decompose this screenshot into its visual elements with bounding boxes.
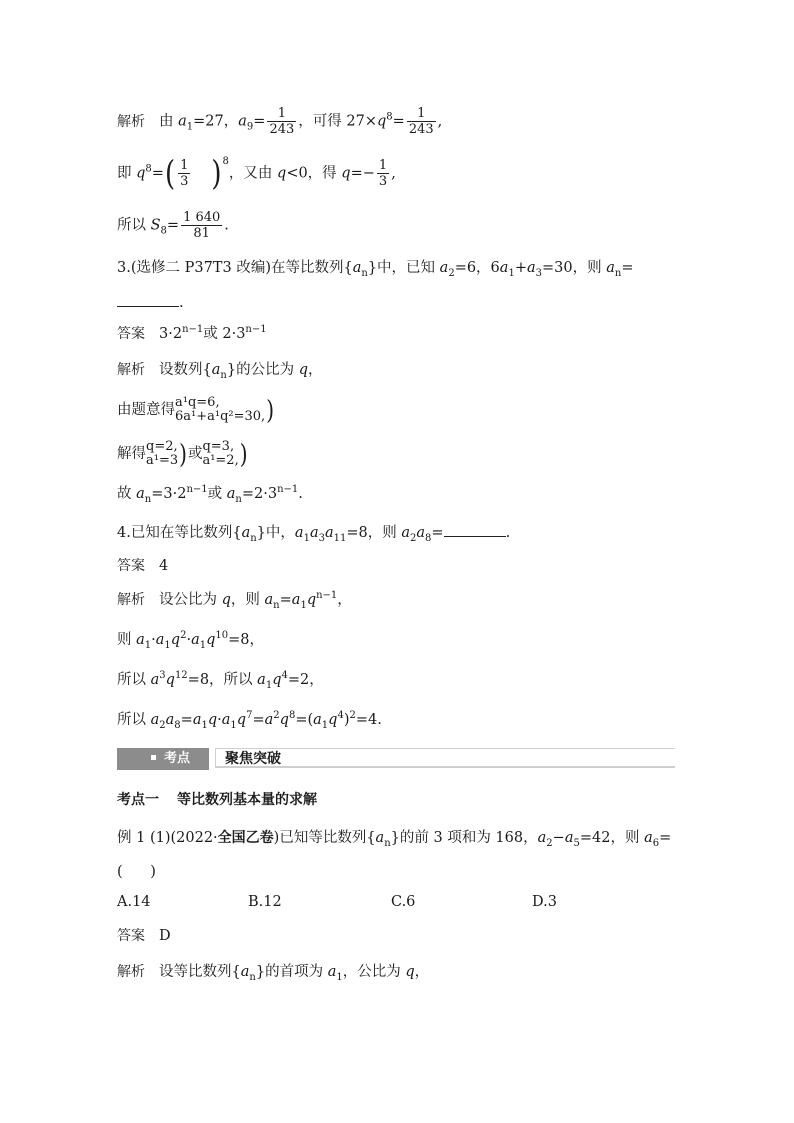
var: a xyxy=(375,830,385,846)
text: =( xyxy=(295,712,314,728)
q3-analysis-2 xyxy=(117,396,275,424)
var: a xyxy=(537,830,547,846)
fraction xyxy=(181,210,222,241)
topic-label: 考点一 xyxy=(117,792,159,808)
text: =30，则 xyxy=(542,260,607,276)
numerator: 1 xyxy=(180,158,189,173)
sub: n xyxy=(144,493,152,505)
period: . xyxy=(179,295,184,311)
text: = xyxy=(252,712,265,728)
sub: 1 xyxy=(186,121,194,133)
sub: n xyxy=(273,599,280,611)
q4-analysis-1 xyxy=(117,590,352,610)
period: . xyxy=(224,217,229,234)
text: ， xyxy=(337,592,352,608)
sub: n xyxy=(220,369,227,381)
section-title: 聚焦突破 xyxy=(215,748,675,768)
text: · xyxy=(217,712,222,728)
analysis-line-2 xyxy=(117,154,396,193)
text: 由题意得 xyxy=(117,402,175,418)
text: ，又由 xyxy=(228,165,278,182)
comma: , xyxy=(437,113,443,130)
numerator: 1 xyxy=(378,158,388,173)
text: 3.(选修二 P37T3 改编)在等比数列{ xyxy=(117,260,353,276)
answer-blank xyxy=(117,292,179,307)
text: = xyxy=(166,217,180,234)
text: · xyxy=(151,632,156,648)
choice-d: D.3 xyxy=(532,894,557,910)
q3-analysis-1 xyxy=(117,360,322,380)
analysis-label: 解析 xyxy=(117,964,145,980)
text: ， xyxy=(414,964,430,980)
var: a xyxy=(439,260,449,276)
sub: 2 xyxy=(410,532,417,544)
var: q xyxy=(298,362,308,378)
numerator: 1 xyxy=(407,106,436,122)
var: a xyxy=(241,525,251,541)
ex1-answer xyxy=(117,926,171,946)
right-paren: ) xyxy=(239,438,248,470)
text: }中，已知 xyxy=(367,260,440,276)
sup: n−1 xyxy=(182,324,204,336)
sub: 8 xyxy=(425,532,432,544)
sup: 8 xyxy=(386,111,393,123)
text: 或 xyxy=(187,446,203,462)
var: a xyxy=(309,525,319,541)
answer-value: D xyxy=(159,928,171,944)
text: )已知等比数列{ xyxy=(273,830,376,846)
text: ) xyxy=(343,712,350,728)
text: 3·2 xyxy=(159,326,183,342)
choice-a: A.14 xyxy=(117,894,151,910)
var: q xyxy=(272,672,282,688)
equation-system xyxy=(146,440,178,468)
analysis-label: 解析 xyxy=(117,592,145,608)
sup: 3 xyxy=(159,670,166,682)
sub: 2 xyxy=(159,719,166,731)
var: a xyxy=(238,113,247,130)
text: <0，得 xyxy=(286,165,342,182)
section-header xyxy=(117,748,677,770)
sub: n xyxy=(361,267,368,279)
answer-label: 答案 xyxy=(117,558,145,574)
sup: n−1 xyxy=(277,484,299,496)
sup: 8 xyxy=(288,710,296,722)
text: 即 xyxy=(117,165,137,182)
q4-analysis-4 xyxy=(117,710,382,730)
sup: 10 xyxy=(215,630,229,642)
sub: 1 xyxy=(265,679,273,691)
right-paren: ) xyxy=(179,438,187,470)
text: 或 2·3 xyxy=(203,326,246,342)
text: 所以 xyxy=(117,217,151,234)
sub: 6 xyxy=(652,837,660,849)
sub: n xyxy=(614,267,622,279)
fraction xyxy=(178,158,190,189)
text: = xyxy=(431,525,444,541)
sup: n−1 xyxy=(245,324,267,336)
var: a xyxy=(324,525,334,541)
analysis-line-3 xyxy=(117,210,229,241)
var: a xyxy=(178,113,187,130)
q3-analysis-3 xyxy=(117,440,249,468)
q4-stem xyxy=(117,522,510,543)
var: a xyxy=(191,632,200,648)
var: q xyxy=(136,165,146,182)
var: q xyxy=(405,964,415,980)
var: q xyxy=(165,672,175,688)
q3-analysis-4 xyxy=(117,484,303,504)
text: 所以 xyxy=(117,712,151,728)
var: q xyxy=(279,712,289,728)
denominator: 3 xyxy=(378,174,388,189)
topic-title: 等比数列基本量的求解 xyxy=(177,792,317,808)
var: a xyxy=(150,672,160,688)
text: 设等比数列{ xyxy=(159,964,241,980)
denominator: 243 xyxy=(408,122,434,137)
sup: n−1 xyxy=(316,590,338,602)
text: =8， xyxy=(228,632,264,648)
comma: , xyxy=(391,165,396,182)
choice-c: C.6 xyxy=(391,894,416,910)
equation: 6a¹+a¹q²=30, xyxy=(175,409,266,424)
var: a xyxy=(257,672,266,688)
var: a xyxy=(291,592,301,608)
var: a xyxy=(526,260,536,276)
var: a xyxy=(136,632,145,648)
sub: 1 xyxy=(201,719,208,731)
text: =6，6 xyxy=(454,260,500,276)
var: a xyxy=(327,964,337,980)
ex1-paren xyxy=(117,862,156,882)
answer-label: 答案 xyxy=(117,326,145,342)
sub: n xyxy=(235,493,242,505)
text: = xyxy=(279,592,292,608)
text: 则 xyxy=(117,632,137,648)
denominator: 81 xyxy=(193,226,210,241)
fraction xyxy=(377,158,389,189)
sub: n xyxy=(384,837,391,849)
text: =2·3 xyxy=(241,486,278,502)
var: q xyxy=(277,165,287,182)
var: q xyxy=(328,712,338,728)
text: =8，则 xyxy=(346,525,402,541)
text: = xyxy=(151,165,164,182)
sub: 5 xyxy=(573,837,580,849)
text: − xyxy=(552,830,565,846)
sub: 2 xyxy=(448,267,455,279)
analysis-line-1 xyxy=(117,106,442,137)
text: 故 xyxy=(117,486,137,502)
text: ，则 xyxy=(230,592,265,608)
period: . xyxy=(298,486,303,502)
sub: 2 xyxy=(546,837,553,849)
sub: 3 xyxy=(535,267,543,279)
var: a xyxy=(352,260,362,276)
text: + xyxy=(514,260,527,276)
answer-paren: ( ) xyxy=(117,864,156,880)
equation-system xyxy=(202,440,238,468)
equation: a¹=3 xyxy=(146,453,179,468)
sup: 2 xyxy=(273,710,280,722)
numerator: 1 xyxy=(267,106,296,122)
q4-analysis-3 xyxy=(117,670,324,690)
var: q xyxy=(236,712,247,728)
text: }中， xyxy=(256,525,295,541)
sub: 1 xyxy=(199,639,207,651)
var: a xyxy=(240,964,250,980)
equation: a¹=2, xyxy=(202,453,239,468)
section-tag-label: 考点 xyxy=(164,751,191,766)
text: = xyxy=(659,830,672,846)
text: }的首项为 xyxy=(255,964,328,980)
sub: 8 xyxy=(160,225,167,237)
text: = xyxy=(253,113,266,130)
text: =27， xyxy=(193,113,239,130)
var: a xyxy=(606,260,615,276)
equation: q=3, xyxy=(202,439,235,454)
sup: 2 xyxy=(349,710,356,722)
var: a xyxy=(564,830,574,846)
sub: 1 xyxy=(164,639,171,651)
text: 例 1 (1)(2022· xyxy=(117,830,218,846)
right-paren: ) xyxy=(211,154,222,193)
var: q xyxy=(341,165,351,182)
text: =− xyxy=(350,165,375,182)
var: a xyxy=(416,525,426,541)
var: a xyxy=(192,712,202,728)
var: a xyxy=(150,712,160,728)
left-paren: ( xyxy=(164,154,176,193)
q4-answer xyxy=(117,556,168,576)
var: S xyxy=(150,217,161,234)
var: a xyxy=(264,712,274,728)
sub: 1 xyxy=(321,719,329,731)
sub: 9 xyxy=(246,121,254,133)
sub: n xyxy=(250,532,257,544)
sub: 8 xyxy=(174,719,181,731)
text: }的公比为 xyxy=(226,362,299,378)
var: a xyxy=(136,486,145,502)
choice-b: B.12 xyxy=(248,894,282,910)
answer-value: 4 xyxy=(159,558,169,574)
text: =3·2 xyxy=(151,486,187,502)
var: a xyxy=(294,525,304,541)
text: 解得 xyxy=(117,446,146,462)
sup: 12 xyxy=(174,670,188,682)
sub: 1 xyxy=(230,719,237,731)
text: ，可得 27× xyxy=(298,113,377,130)
text: ， xyxy=(307,362,323,378)
equation: q=2, xyxy=(146,439,178,454)
topic-heading xyxy=(117,790,317,810)
text: 由 xyxy=(159,113,179,130)
var: a xyxy=(401,525,410,541)
sup: 8 xyxy=(145,163,152,175)
text: =2， xyxy=(287,672,324,688)
period: . xyxy=(505,525,511,541)
denominator: 3 xyxy=(180,174,189,189)
var: a xyxy=(644,830,653,846)
q3-answer xyxy=(117,324,267,344)
ex1-analysis-1 xyxy=(117,962,429,982)
sub: 1 xyxy=(303,532,310,544)
fraction xyxy=(407,106,436,137)
text: 设数列{ xyxy=(159,362,212,378)
var: q xyxy=(206,632,216,648)
sup: n−1 xyxy=(186,484,208,496)
text: · xyxy=(186,632,192,648)
text: }的前 3 项和为 168， xyxy=(390,830,538,846)
sup: 8 xyxy=(222,155,229,167)
sub: 3 xyxy=(318,532,325,544)
text: 设公比为 xyxy=(159,592,222,608)
sup: 4 xyxy=(337,710,344,722)
sub: 11 xyxy=(333,532,347,544)
fraction xyxy=(267,106,296,137)
sub: 1 xyxy=(336,971,343,983)
q4-analysis-2 xyxy=(117,630,264,650)
var: q xyxy=(207,712,218,728)
analysis-label: 解析 xyxy=(117,362,145,378)
source-label: 全国乙卷 xyxy=(217,830,274,846)
answer-blank xyxy=(444,522,506,537)
ex1-stem xyxy=(117,828,671,848)
var: a xyxy=(226,486,236,502)
text: =4. xyxy=(355,712,382,728)
sup: 4 xyxy=(281,670,288,682)
answer-label: 答案 xyxy=(117,928,145,944)
equation-system xyxy=(175,396,265,424)
sub: 1 xyxy=(508,267,515,279)
text: 或 xyxy=(207,486,227,502)
text: =42，则 xyxy=(579,830,645,846)
text: =8，所以 xyxy=(187,672,258,688)
var: a xyxy=(211,362,221,378)
var: q xyxy=(376,113,387,130)
right-paren: ) xyxy=(266,394,274,426)
var: q xyxy=(306,592,317,608)
analysis-label: 解析 xyxy=(117,113,145,130)
sub: 1 xyxy=(144,639,152,651)
var: a xyxy=(313,712,322,728)
var: a xyxy=(165,712,175,728)
sup: 7 xyxy=(246,710,253,722)
q3-blank-line xyxy=(117,292,184,313)
var: a xyxy=(155,632,165,648)
text: = xyxy=(621,260,634,276)
sub: n xyxy=(249,971,256,983)
sub: 1 xyxy=(300,599,307,611)
text: 所以 xyxy=(117,672,151,688)
text: 4.已知在等比数列{ xyxy=(117,525,242,541)
section-tag xyxy=(117,748,209,770)
equation: a¹q=6, xyxy=(175,395,220,410)
var: a xyxy=(264,592,274,608)
numerator: 1 640 xyxy=(183,210,221,225)
q3-stem xyxy=(117,258,634,278)
var: a xyxy=(499,260,509,276)
var: q xyxy=(170,632,181,648)
var: a xyxy=(221,712,231,728)
sup: 2 xyxy=(180,630,187,642)
text: = xyxy=(180,712,193,728)
text: = xyxy=(392,113,405,130)
bullet-icon xyxy=(151,755,156,760)
denominator: 243 xyxy=(269,122,295,137)
text: ，公比为 xyxy=(342,964,406,980)
var: q xyxy=(221,592,231,608)
